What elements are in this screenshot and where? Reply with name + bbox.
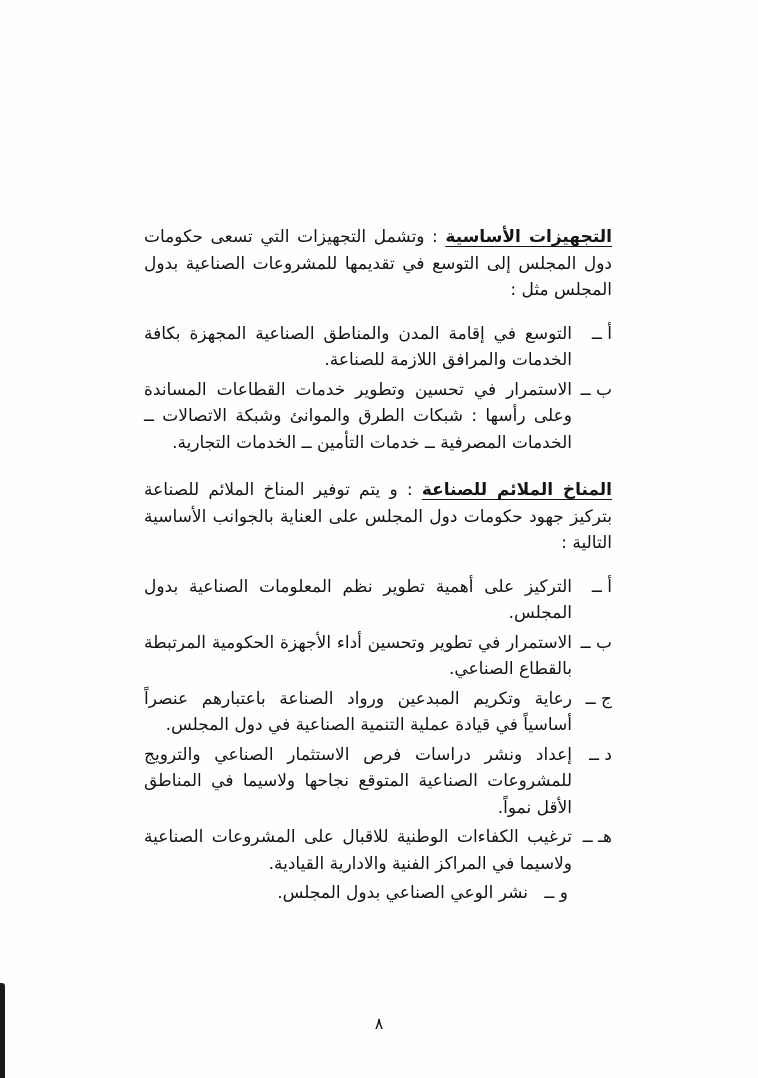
item-marker: ب ــ: [580, 379, 612, 400]
item-text: الاستمرار في تحسين وتطوير خدمات القطاعات المساندة وعلى رأسها : شبكات الطرق والموانئ وشبكة الاتصالات ــ الخدمات المصرفية ــ خدمات التأمين ــ الخدمات التجارية.: [144, 379, 572, 453]
item-marker: ج ــ: [585, 688, 612, 709]
page-content: [144, 224, 612, 911]
section-1-intro-paragraph: [144, 224, 612, 304]
section-2-intro-text: : و يتم توفير المناخ الملائم للصناعة بتركيز جهود حكومات دول المجلس على العناية بالجوانب الأساسية التالية :: [144, 480, 612, 553]
item-marker: أ ــ: [591, 323, 612, 344]
item-marker: هـ ــ: [582, 827, 612, 847]
section-1-list: [144, 321, 612, 457]
list-item: [144, 574, 612, 627]
page-number: ٨: [374, 1014, 384, 1033]
item-text: التركيز على أهمية تطوير نظم المعلومات الصناعية بدول المجلس.: [144, 576, 572, 623]
item-marker: ب ــ: [580, 632, 612, 653]
section-2-list: [144, 574, 612, 907]
list-item: [144, 742, 612, 822]
scan-artifact: [0, 983, 5, 1078]
list-item: [144, 630, 612, 683]
item-text: ترغيب الكفاءات الوطنية للاقبال على المشروعات الصناعية ولاسيما في المراكز الفنية والادارية القيادية.: [144, 827, 572, 874]
item-text: إعداد ونشر دراسات فرص الاستثمار الصناعي والترويج للمشروعات الصناعية المتوقع نجاحها ولاسيما في المناطق الأقل نمواً.: [144, 744, 572, 818]
section-1-heading: التجهيزات الأساسية: [445, 227, 612, 247]
item-text: التوسع في إقامة المدن والمناطق الصناعية المجهزة بكافة الخدمات والمرافق اللازمة للصناعة.: [144, 323, 572, 370]
item-text: نشر الوعي الصناعي بدول المجلس.: [277, 883, 528, 903]
list-item: [144, 880, 612, 907]
item-marker: أ ــ: [591, 576, 612, 597]
list-item: [144, 321, 612, 374]
section-2-heading: المناخ الملائم للصناعة: [421, 480, 612, 500]
list-item: [144, 377, 612, 457]
section-2-intro-paragraph: [144, 477, 612, 557]
item-text: رعاية وتكريم المبدعين ورواد الصناعة باعتبارهم عنصراً أساسياً في قيادة عملية التنمية الصناعية في دول المجلس.: [144, 688, 572, 735]
item-marker: د ــ: [589, 744, 612, 765]
list-item: [144, 686, 612, 739]
item-text: الاستمرار في تطوير وتحسين أداء الأجهزة الحكومية المرتبطة بالقطاع الصناعي.: [144, 632, 572, 679]
section-1-intro-text: : وتشمل التجهيزات التي تسعى حكومات دول المجلس إلى التوسع في تقديمها للمشروعات الصناعية بدول المجلس مثل :: [144, 227, 612, 300]
list-item: [144, 824, 612, 877]
item-marker: و ــ: [544, 883, 568, 903]
